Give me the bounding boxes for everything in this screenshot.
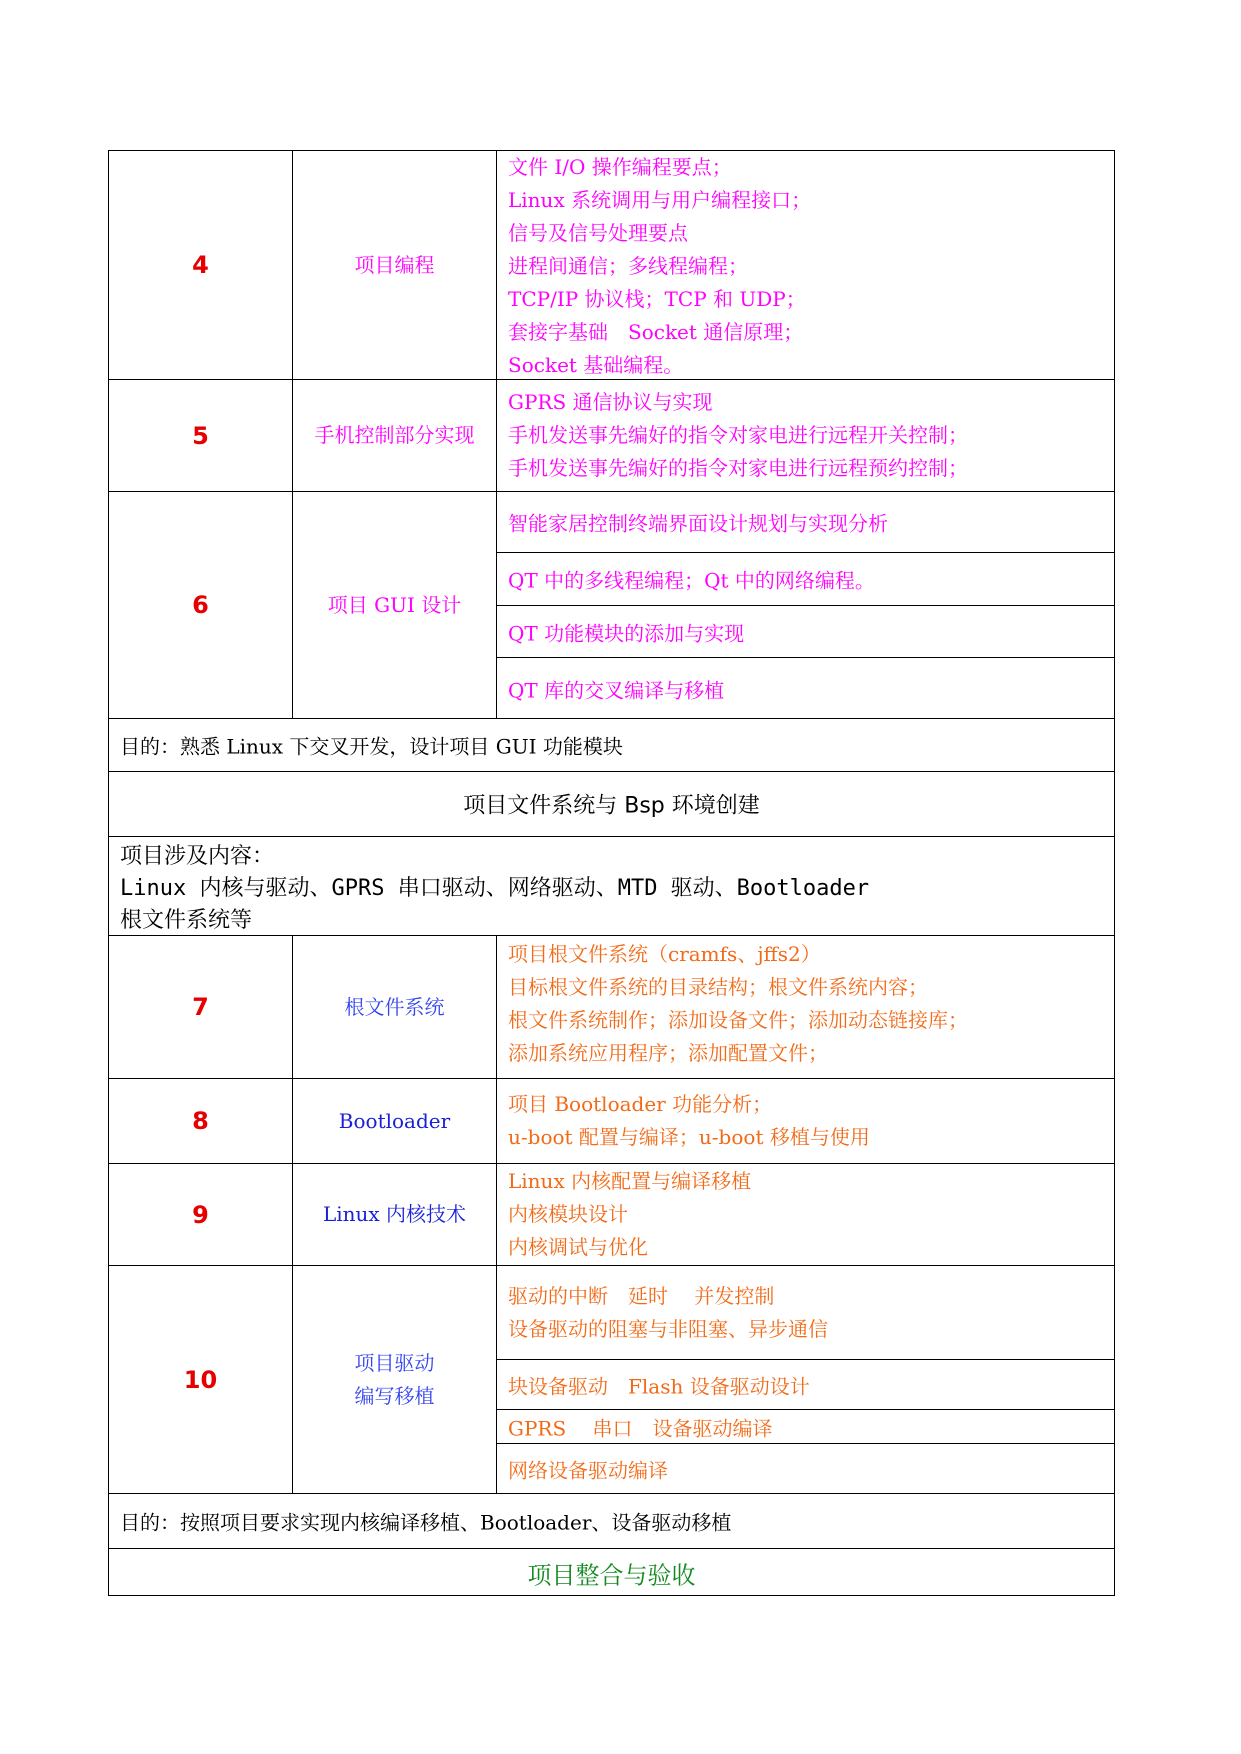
content-item: 文件 I/O 操作编程要点； [508,155,732,179]
table-row [109,935,1114,1078]
topic-line: 项目驱动 [354,1350,435,1375]
table-row [109,1163,1114,1265]
content-item: 手机发送事先编好的指令对家电进行远程开关控制； [508,423,968,447]
row-number: 6 [192,591,209,619]
topic-label: 根文件系统 [344,994,445,1019]
content-item: QT 功能模块的添加与实现 [508,621,745,645]
content-item: Socket 基础编程。 [508,353,684,377]
topic-cell [293,936,497,1078]
content-item: GPRS 通信协议与实现 [508,390,713,414]
content-item: GPRS 串口 设备驱动编译 [508,1416,773,1440]
purpose-row [109,718,1114,771]
content-subrow [497,1359,1114,1409]
content-item: 块设备驱动 Flash 设备驱动设计 [508,1374,810,1398]
content-item: 设备驱动的阻塞与非阻塞、异步通信 [508,1316,828,1341]
topic-cell [293,151,497,379]
content-item: QT 中的多线程编程；Qt 中的网络编程。 [508,568,875,593]
content-cell [497,936,1114,1078]
topic-cell [293,1266,497,1493]
intro-line: Linux 内核与驱动、GPRS 串口驱动、网络驱动、MTD 驱动、Bootloader [120,876,870,901]
content-item: Linux 系统调用与用户编程接口； [508,188,812,212]
content-item: 信号及信号处理要点 [508,221,688,245]
content-item: 目标根文件系统的目录结构；根文件系统内容； [508,975,928,999]
topic-label: Bootloader [338,1108,451,1133]
content-list [508,1088,870,1154]
content-item: 内核调试与优化 [508,1235,648,1259]
table-row [109,491,1114,718]
content-item: 套接字基础 Socket 通信原理； [508,320,804,344]
topic-label: Linux 内核技术 [322,1202,467,1226]
content-item: QT 库的交叉编译与移植 [508,678,725,702]
content-item: u-boot 配置与编译；u-boot 移植与使用 [508,1125,870,1149]
content-list [508,938,968,1070]
content-subrow [497,657,1114,719]
content-item: TCP/IP 协议栈；TCP 和 UDP； [508,287,806,311]
intro-line: 根文件系统等 [120,908,253,933]
row-number-cell [109,492,293,718]
content-subrow [497,1266,1114,1359]
row-number: 4 [192,251,209,279]
content-item: 网络设备驱动编译 [508,1458,668,1483]
content-item: 根文件系统制作；添加设备文件；添加动态链接库； [508,1008,968,1032]
content-subrow [497,1443,1114,1494]
course-outline-table [108,150,1115,1596]
topic-label: 项目编程 [354,252,435,277]
topic-line: 编写移植 [354,1383,435,1408]
table-row [109,151,1114,379]
row-number-cell [109,936,293,1078]
section-title: 项目文件系统与 Bsp 环境创建 [463,793,760,819]
row-number-cell [109,1266,293,1493]
row-number: 5 [192,421,209,450]
content-list [508,1165,751,1264]
content-item: 添加系统应用程序；添加配置文件； [508,1041,828,1065]
content-cell [497,151,1114,379]
content-list [508,386,968,485]
content-item: 内核模块设计 [508,1202,628,1226]
content-list [508,151,811,382]
purpose-text: 目的：熟悉 Linux 下交叉开发，设计项目 GUI 功能模块 [120,734,623,759]
section-heading-row [109,771,1114,836]
content-item: Linux 内核配置与编译移植 [508,1169,752,1193]
topic-label [355,1347,435,1413]
topic-label: 手机控制部分实现 [314,423,475,447]
row-number: 7 [192,993,209,1021]
row-number-cell [109,1079,293,1163]
row-number-cell [109,1164,293,1265]
content-list [508,1280,828,1346]
row-number: 8 [192,1107,209,1135]
content-cell [497,1079,1114,1163]
content-cell [497,492,1114,718]
content-subrow [497,605,1114,657]
topic-cell [293,1079,497,1163]
row-number: 10 [183,1365,218,1394]
row-number: 9 [192,1200,209,1229]
table-row [109,1265,1114,1493]
section-title: 项目整合与验收 [527,1561,696,1590]
content-subrow [497,1409,1114,1443]
content-item: 项目根文件系统（cramfs、jffs2） [508,942,821,966]
row-number-cell [109,380,293,491]
section-intro-row [109,836,1114,935]
purpose-text: 目的：按照项目要求实现内核编译移植、Bootloader、设备驱动移植 [120,1510,732,1535]
content-item: 智能家居控制终端界面设计规划与实现分析 [508,511,888,536]
table-row [109,379,1114,491]
topic-cell [293,492,497,718]
content-item: 驱动的中断 延时 并发控制 [508,1283,775,1308]
content-item: 项目 Bootloader 功能分析； [508,1092,773,1116]
content-cell [497,380,1114,491]
purpose-row [109,1493,1114,1548]
content-cell [497,1266,1114,1493]
topic-cell [293,1164,497,1265]
topic-cell [293,380,497,491]
content-subrow [497,492,1114,552]
section-heading-row [109,1548,1114,1597]
section-intro [120,841,869,937]
content-item: 手机发送事先编好的指令对家电进行远程预约控制； [508,456,968,480]
row-number-cell [109,151,293,379]
content-cell [497,1164,1114,1265]
table-row [109,1078,1114,1163]
topic-label: 项目 GUI 设计 [327,592,462,617]
content-subrow [497,552,1114,605]
intro-line: 项目涉及内容： [120,844,275,869]
content-item: 进程间通信；多线程编程； [508,254,748,278]
